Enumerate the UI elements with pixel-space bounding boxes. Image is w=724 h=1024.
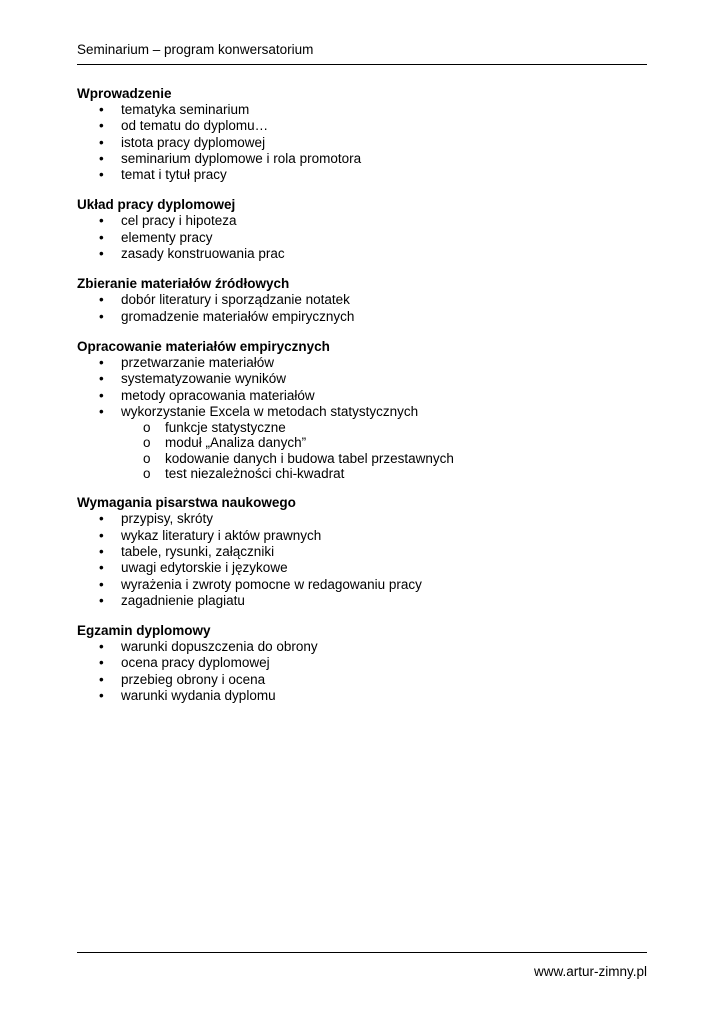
section-wprowadzenie [77, 86, 647, 183]
list-item [77, 246, 647, 262]
bullet-icon: • [99, 576, 104, 592]
section-heading: Wymagania pisarstwa naukowego [77, 495, 296, 511]
bullet-icon: • [99, 527, 104, 543]
bullet-icon: • [99, 213, 104, 229]
list-item-text: zagadnienie plagiatu [121, 592, 245, 608]
bullet-icon: • [99, 387, 104, 403]
list-item-text: gromadzenie materiałów empirycznych [121, 308, 355, 324]
circle-bullet-icon: o [143, 420, 151, 436]
bullet-icon: • [99, 655, 104, 671]
circle-bullet-icon: o [143, 466, 151, 482]
list-item [77, 309, 647, 325]
bullet-icon: • [99, 688, 104, 704]
list-item [77, 118, 647, 134]
list-item-text: przetwarzanie materiałów [121, 354, 275, 370]
section-uklad-pracy [77, 197, 647, 262]
circle-bullet-icon: o [143, 435, 151, 451]
list-item-text: tematyka seminarium [121, 102, 250, 117]
bullet-list [77, 639, 647, 704]
footer-url: www.artur-zimny.pl [533, 964, 647, 979]
sub-list [77, 420, 647, 481]
document-body [77, 86, 647, 718]
section-heading: Zbieranie materiałów źródłowych [77, 276, 290, 292]
bullet-icon: • [99, 246, 104, 262]
sub-list-item-text: moduł „Analiza danych” [165, 435, 307, 451]
list-item [77, 151, 647, 167]
circle-bullet-icon: o [143, 450, 151, 466]
list-item-text: metody opracowania materiałów [121, 387, 315, 403]
list-item [77, 511, 647, 527]
header-divider [77, 64, 647, 65]
list-item-text: przypisy, skróty [121, 511, 214, 527]
section-heading: Egzamin dyplomowy [77, 623, 211, 639]
bullet-icon: • [99, 403, 104, 419]
list-item [77, 404, 647, 420]
bullet-icon: • [99, 150, 104, 166]
sub-list-item [77, 466, 647, 481]
bullet-icon: • [99, 371, 104, 387]
section-heading: Opracowanie materiałów empirycznych [77, 338, 330, 354]
list-item [77, 355, 647, 371]
bullet-list [77, 511, 647, 609]
bullet-icon: • [99, 671, 104, 687]
sub-list-item [77, 435, 647, 450]
list-item-text: seminarium dyplomowe i rola promotora [121, 150, 362, 166]
bullet-icon: • [99, 134, 104, 150]
footer-divider [77, 952, 647, 953]
sub-list-item [77, 451, 647, 466]
bullet-icon: • [99, 308, 104, 324]
list-item-text: warunki dopuszczenia do obrony [121, 639, 318, 655]
bullet-icon: • [99, 354, 104, 370]
section-zbieranie-materialow [77, 276, 647, 325]
section-opracowanie-materialow [77, 339, 647, 481]
list-item-text: cel pracy i hipoteza [121, 213, 237, 229]
list-item [77, 213, 647, 229]
bullet-list [77, 102, 647, 183]
list-item [77, 593, 647, 609]
bullet-icon: • [99, 639, 104, 655]
bullet-icon: • [99, 292, 104, 308]
list-item [77, 655, 647, 671]
bullet-icon: • [99, 560, 104, 576]
list-item-text: ocena pracy dyplomowej [121, 655, 270, 671]
list-item [77, 102, 647, 118]
section-heading: Układ pracy dyplomowej [77, 197, 236, 213]
list-item-text: wyrażenia i zwroty pomocne w redagowaniu pracy [121, 576, 422, 592]
bullet-icon: • [99, 511, 104, 527]
bullet-icon: • [99, 229, 104, 245]
page-header-title: Seminarium – program konwersatorium [77, 42, 314, 57]
list-item-text: dobór literatury i sporządzanie notatek [121, 292, 350, 308]
list-item [77, 230, 647, 246]
bullet-list [77, 292, 647, 325]
list-item-text: przebieg obrony i ocena [121, 671, 266, 687]
list-item-text: zasady konstruowania prac [121, 246, 285, 262]
list-item [77, 544, 647, 560]
sub-list-item [77, 420, 647, 435]
list-item [77, 577, 647, 593]
list-item-text: od tematu do dyplomu… [121, 118, 269, 134]
list-item [77, 672, 647, 688]
list-item [77, 135, 647, 151]
list-item-text: istota pracy dyplomowej [121, 134, 266, 150]
section-wymagania-pisarstwa [77, 495, 647, 609]
section-heading: Wprowadzenie [77, 86, 172, 101]
bullet-icon: • [99, 167, 104, 183]
bullet-icon: • [99, 102, 104, 117]
section-egzamin-dyplomowy [77, 623, 647, 704]
bullet-icon: • [99, 543, 104, 559]
bullet-list [77, 355, 647, 420]
list-item-text: elementy pracy [121, 229, 213, 245]
sub-list-item-text: funkcje statystyczne [165, 420, 286, 436]
sub-list-item-text: test niezależności chi-kwadrat [165, 466, 345, 482]
list-item-text: warunki wydania dyplomu [121, 688, 276, 704]
list-item [77, 371, 647, 387]
list-item [77, 528, 647, 544]
bullet-icon: • [99, 118, 104, 134]
list-item [77, 560, 647, 576]
list-item-text: temat i tytuł pracy [121, 167, 227, 183]
bullet-icon: • [99, 592, 104, 608]
list-item-text: wykorzystanie Excela w metodach statystycznych [121, 403, 419, 419]
list-item [77, 639, 647, 655]
list-item-text: uwagi edytorskie i językowe [121, 560, 288, 576]
sub-list-item-text: kodowanie danych i budowa tabel przestawnych [165, 450, 454, 466]
list-item [77, 688, 647, 704]
bullet-list [77, 213, 647, 262]
list-item [77, 388, 647, 404]
list-item [77, 167, 647, 183]
list-item [77, 292, 647, 308]
list-item-text: systematyzowanie wyników [121, 371, 287, 387]
list-item-text: wykaz literatury i aktów prawnych [121, 527, 322, 543]
list-item-text: tabele, rysunki, załączniki [121, 543, 275, 559]
